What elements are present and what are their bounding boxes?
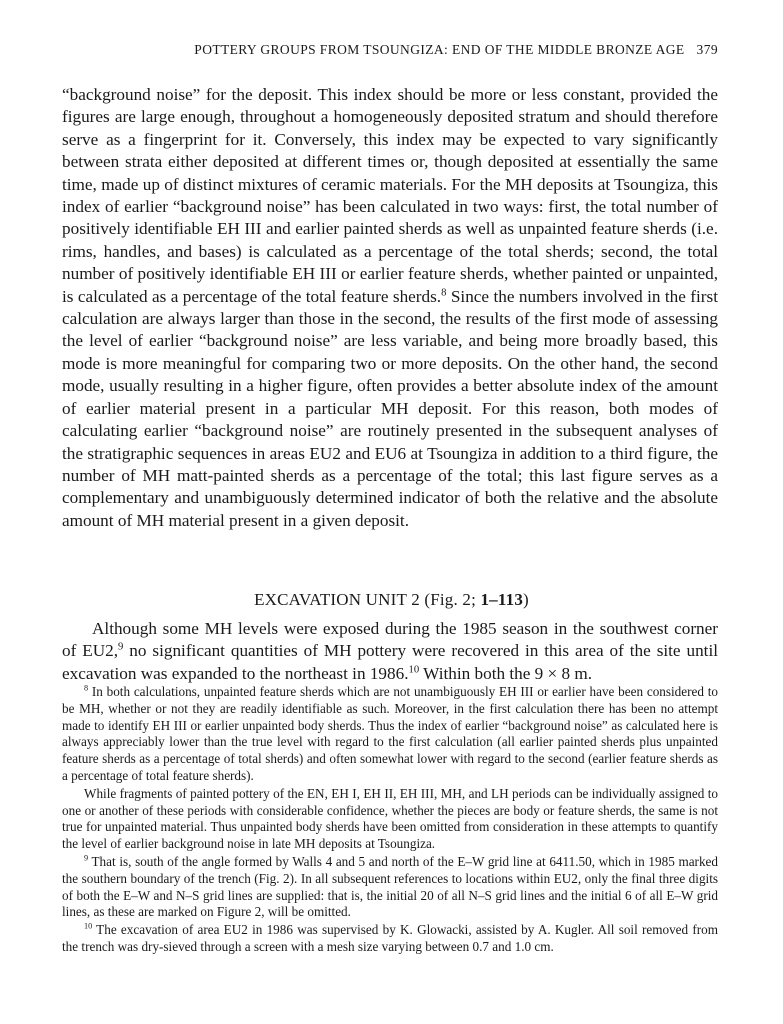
- heading-text: EXCAVATION UNIT 2 (Fig. 2;: [254, 590, 481, 609]
- section-text-part-a: Although some MH levels were exposed during the 1985 season in the southwest corner of EU2,: [62, 619, 718, 661]
- section-heading: [0, 590, 783, 610]
- footnote-9-number: 9: [84, 853, 89, 863]
- footnote-9: [62, 854, 718, 921]
- footnote-8-continuation-text: While fragments of painted pottery of the EN, EH I, EH II, EH III, MH, and LH periods can be individually assigned to one or another of these periods with considerable confidence, whether the pieces are body or feature sherds, the same is not true for unpainted material. Thus unpainted body sherds have been omitted from consideration in these attempts to quantify the level of earlier background noise in late MH deposits at Tsoungiza.: [62, 785, 718, 852]
- heading-catalog-range: 1–113: [480, 590, 524, 609]
- footnote-9-text: That is, south of the angle formed by Walls 4 and 5 and north of the E–W grid line at 6411.50, which in 1985 marked the southern boundary of the trench (Fig. 2). In all subsequent references to locations within EU2, only the final three digits of both the E–W and N–S grid lines are supplied: that is, the initial 20 of all N–S grid lines and the initial 6 of all E–W grid lines, as these are marked on Figure 2, will be omitted.: [62, 853, 718, 920]
- body-paragraph-2: [62, 618, 718, 685]
- running-head: [62, 42, 718, 58]
- footnote-10-number: 10: [84, 921, 93, 931]
- footnote-8-continuation: [62, 786, 718, 853]
- body-text-part-a: “background noise” for the deposit. This index should be more or less constant, provided the figures are large enough, throughout a homogeneously deposited stratum and should therefore serve as a fingerprint for it. Conversely, this index may be expected to vary significantly between strata either deposited at different times or, though deposited at essentially the same time, made up of distinct mixtures of ceramic materials. For the MH deposits at Tsoungiza, this index of earlier “background noise” has been calculated in two ways: first, the total number of positively identifiable EH III and earlier painted sherds as well as unpainted feature sherds (i.e. rims, handles, and bases) is calculated as a percentage of the total sherds; second, the total number of positively identifiable EH III or earlier feature sherds, whether painted or unpainted, is calculated as a percentage of the total feature sherds.: [62, 85, 718, 306]
- section-text-part-b: no significant quantities of MH pottery were recovered in this area of the site until excavation was expanded to the northeast in 1986.: [62, 641, 718, 683]
- footnote-8-text: In both calculations, unpainted feature sherds which are not unambiguously EH III or earlier have been considered to be MH, whether or not they are readily identifiable as such. Moreover, in the first calculation there has been no attempt made to identify EH III or earlier unpainted body sherds. Thus the index of earlier “background noise” as calculated here is always appreciably lower than the true level with regard to the first calculation (all earlier painted sherds plus unpainted feature sherds as a percentage of total sherds) and often somewhat lower with regard to the second (earlier feature sherds as a percentage of total feature sherds).: [62, 684, 718, 783]
- running-head-title: POTTERY GROUPS FROM TSOUNGIZA: END OF THE MIDDLE BRONZE AGE: [194, 42, 685, 57]
- body-text-part-b: Since the numbers involved in the first calculation are always larger than those in the second, the results of the first mode of assessing the level of earlier “background noise” are less variable, and being more broadly based, this mode is more meaningful for comparing two or more deposits. On the other hand, the second mode, usually resulting in a higher figure, often provides a better absolute index of the amount of earlier material present in a particular MH deposit. For this reason, both modes of calculating earlier “background noise” are routinely presented in the subsequent analyses of the stratigraphic sequences in areas EU2 and EU6 at Tsoungiza in addition to a third figure, the number of MH matt-painted sherds as a percentage of the total; this last figure serves as a complementary and unambiguously determined indicator of both the relative and the absolute amount of MH material present in a given deposit.: [62, 286, 718, 530]
- section-text-part-c: Within both the 9 × 8 m.: [419, 663, 593, 683]
- footnote-ref-8[interactable]: 8: [441, 286, 447, 298]
- heading-close: ): [523, 590, 529, 609]
- footnote-10-text: The excavation of area EU2 in 1986 was supervised by K. Glowacki, assisted by A. Kugler. All soil removed from the trench was dry-sieved through a screen with a mesh size varying between 0.7 and 1.0 cm.: [62, 922, 718, 954]
- page-number: 379: [696, 42, 718, 57]
- footnote-8: [62, 684, 718, 785]
- footnote-10: [62, 922, 718, 956]
- footnote-ref-9[interactable]: 9: [118, 641, 124, 653]
- footnotes: [62, 684, 718, 956]
- body-paragraph-1: [62, 84, 718, 532]
- footnote-ref-10[interactable]: 10: [408, 664, 420, 676]
- footnote-8-number: 8: [84, 683, 89, 693]
